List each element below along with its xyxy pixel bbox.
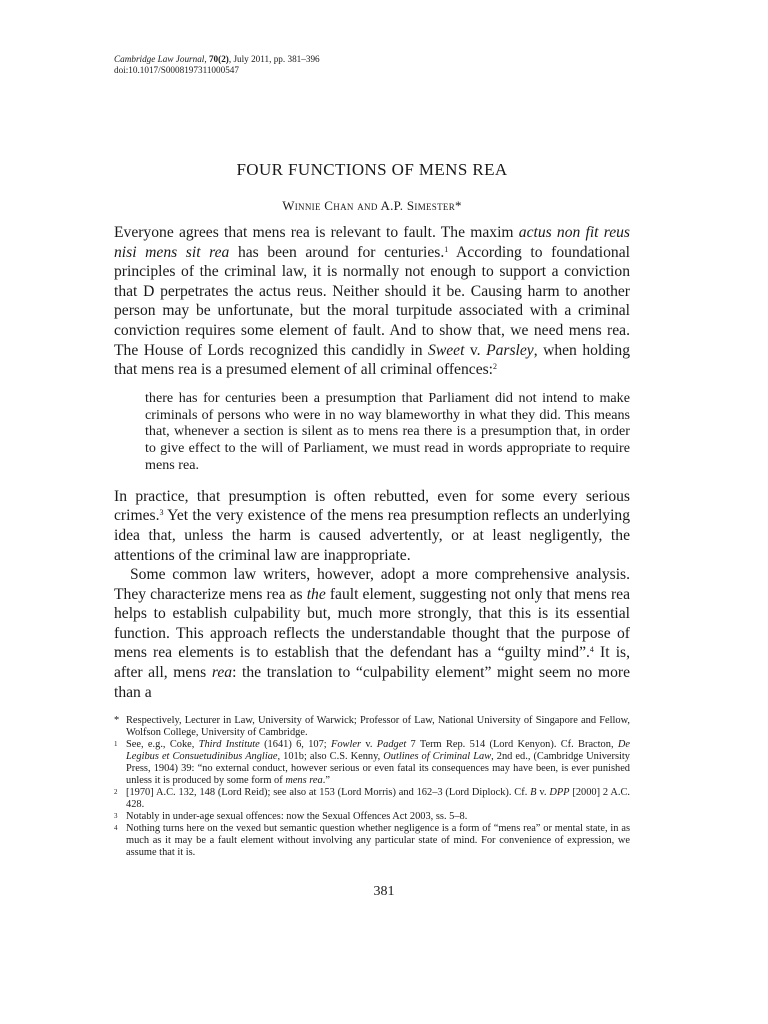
footnote-text: Respectively, Lecturer in Law, University of Warwick; Professor of Law, National University of Singapore and Fellow, Wolfson College, University of Cambridge.	[126, 715, 630, 738]
footnote-marker: *	[114, 715, 120, 726]
italic-run: actus non fit reus nisi mens sit rea	[114, 224, 630, 261]
text-run: v.	[361, 739, 377, 750]
italic-run: Third Institute	[198, 739, 260, 750]
footnote-2	[114, 787, 630, 811]
text-run: It is, after all, mens	[114, 644, 631, 682]
italic-run: De Legibus et Consuetudinibus Angliae	[126, 739, 630, 762]
text-run: 7 Term Rep. 514 (Lord Kenyon). Cf. Bracton,	[406, 739, 618, 750]
footnote-text: Notably in under-age sexual offences: now the Sexual Offences Act 2003, ss. 5–8.	[126, 811, 468, 822]
page-number: 381	[373, 884, 395, 899]
doi: doi:10.1017/S0008197311000547	[114, 65, 239, 75]
text-run: See, e.g., Coke,	[126, 739, 199, 750]
italic-run: the	[306, 585, 326, 603]
text-run: fault element, suggesting not only that mens rea helps to establish culpability but, much more strongly, that this is its essential function. This approach reflects the understandable thought that the purpose of mens rea elements is to establish that the defendant has a “guilty mind”.	[114, 585, 630, 662]
text-run: Yet the very existence of the mens rea presumption reflects an underlying idea that, unless the harm is caused advertently, or at least negligently, the attentions of the criminal law are inappropriate.	[114, 507, 630, 564]
article-authors: Winnie Chan and A.P. Simester*	[282, 198, 462, 213]
journal-citation: Cambridge Law Journal, 70(2), July 2011, pp. 381–396	[114, 54, 320, 64]
text-run: Everyone agrees that mens rea is relevant to fault. The maxim	[114, 224, 519, 241]
text-run: (1641) 6, 107;	[259, 739, 332, 750]
text-run: [2000] 2 A.C. 428.	[126, 787, 630, 810]
paragraph-2	[114, 487, 630, 565]
footnote-ref-4[interactable]: 4	[589, 645, 594, 655]
italic-run: DPP	[549, 787, 570, 798]
text-run: : the translation to “culpability element” might seem no more than a	[114, 664, 630, 701]
text-run: In practice, that presumption is often rebutted, even for some every serious crimes.	[114, 487, 630, 525]
italic-run: Sweet	[428, 341, 465, 359]
journal-date-pages: , July 2011, pp. 381–396	[228, 54, 320, 64]
paragraph-3	[114, 565, 630, 702]
footnote-ref-1[interactable]: 1	[444, 244, 449, 254]
text-run: , when holding that mens rea is a presumed element of all criminal offences:	[114, 341, 630, 379]
text-run: , 2nd ed., (Cambridge University Press, 1904) 39: “no external conduct, however serious or even fatal its consequences may have been, is ever punished unless it is produced by some form of	[126, 751, 630, 786]
text-run: According to foundational principles of the criminal law, it is normally not enough to support a conviction that D perpetrates the actus reus. Neither should it be. Causing harm to another person may be unfortunate, but the moral turpitude associated with a criminal conviction requires some element of fault. And to show that, we need mens rea. The House of Lords recognized this candidly in	[114, 243, 630, 359]
footnote-marker: 1	[114, 740, 118, 748]
italic-run: Fowler	[331, 739, 362, 750]
italic-run: mens rea	[285, 775, 323, 786]
footnote-ref-3[interactable]: 3	[159, 508, 164, 518]
footnote-marker: 2	[114, 788, 118, 796]
footnote-ref-2[interactable]: 2	[493, 362, 498, 372]
italic-run: Padget	[376, 739, 407, 750]
text-run: , 101b; also C.S. Kenny,	[277, 751, 384, 762]
journal-volume: 70(2)	[208, 54, 229, 64]
footnote-star	[114, 715, 630, 739]
italic-run: rea	[211, 664, 233, 682]
paragraph-1	[114, 223, 630, 380]
footnote-1	[114, 739, 630, 787]
text-run: has been around for centuries.	[229, 243, 445, 261]
page-body	[114, 54, 630, 702]
text-run: v.	[536, 787, 550, 798]
italic-run: B	[530, 787, 537, 798]
footnote-3	[114, 811, 630, 823]
footnote-marker: 4	[114, 824, 118, 832]
footnotes	[114, 715, 630, 859]
text-run: .”	[322, 775, 330, 786]
footnote-4	[114, 823, 630, 859]
text-run: v.	[464, 341, 487, 359]
article-title: FOUR FUNCTIONS OF MENS REA	[236, 160, 508, 179]
footnote-text: Nothing turns here on the vexed but semantic question whether negligence is a form of “mens rea” or mental state, in as much as it may be a fault element without involving any particular state of mind. For convenience of expression, we assume that it is.	[126, 823, 630, 858]
journal-name: Cambridge Law Journal	[114, 54, 205, 64]
text-run: [1970] A.C. 132, 148 (Lord Reid); see also at 153 (Lord Morris) and 162–3 (Lord Diplock). Cf.	[126, 787, 531, 798]
footnote-marker: 3	[114, 812, 118, 820]
block-quote: there has for centuries been a presumption that Parliament did not intend to make criminals of persons who were in no way blameworthy in what they did. This means that, whenever a section is silent as to mens rea there is a presumption that, in order to give effect to the will of Parliament, we must read in words appropriate to require mens rea.	[145, 389, 630, 473]
italic-run: Outlines of Criminal Law	[383, 751, 492, 762]
italic-run: Parsley	[486, 341, 534, 359]
text-run: Some common law writers, however, adopt a more comprehensive analysis. They characterize mens rea as	[114, 566, 630, 603]
